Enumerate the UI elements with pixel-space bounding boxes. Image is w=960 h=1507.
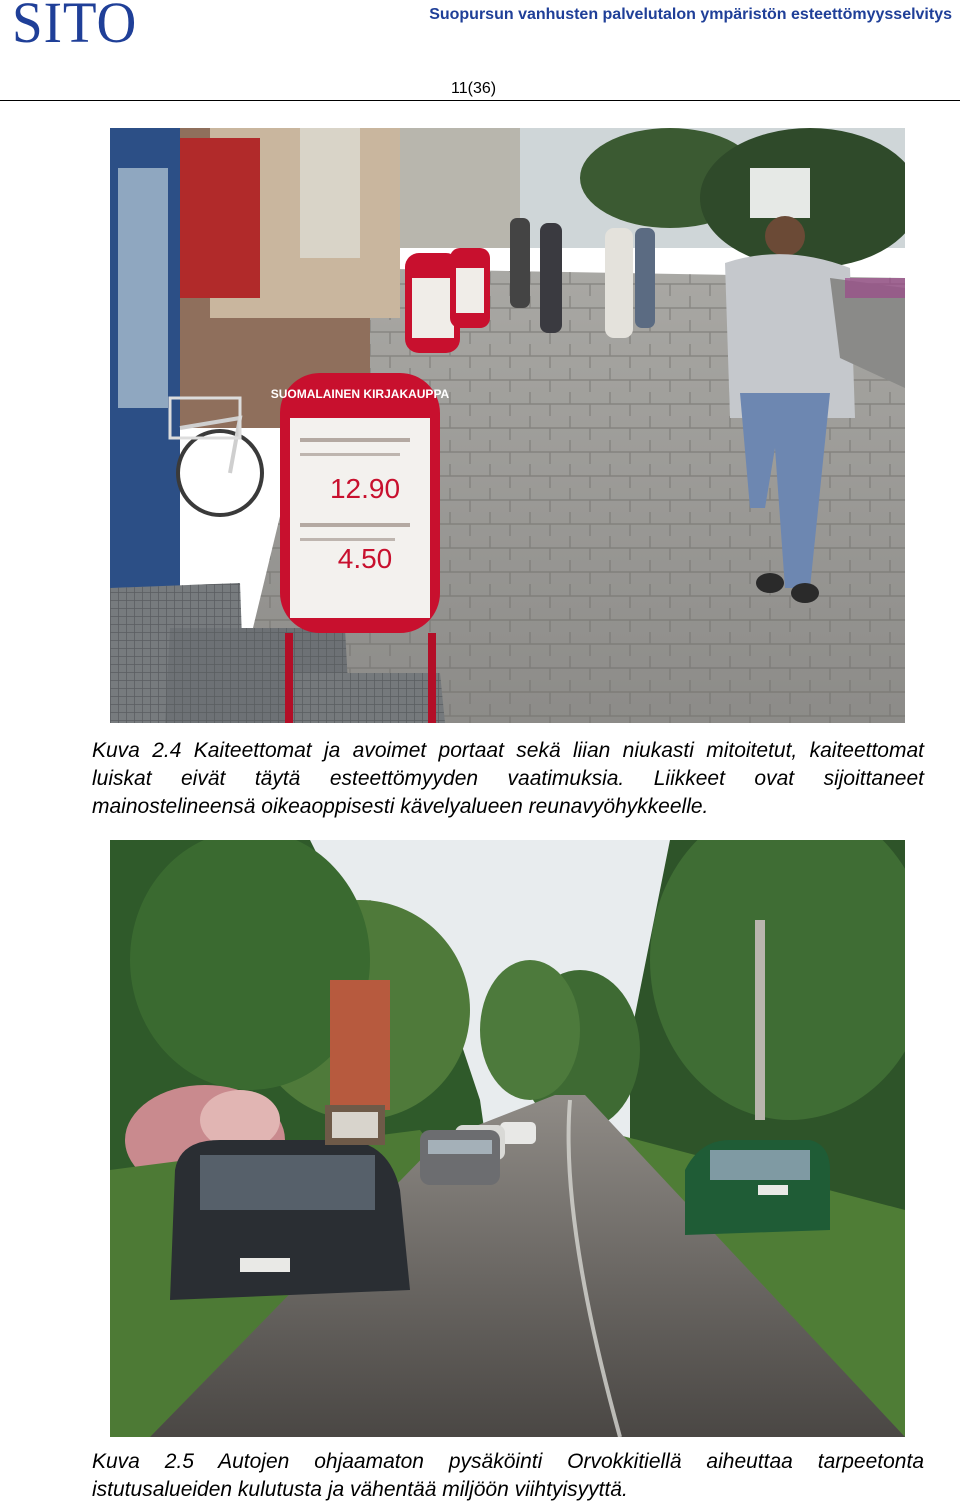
photo-pedestrian-street <box>110 128 905 723</box>
sign-shop-name: SUOMALAINEN KIRJAKAUPPA <box>270 387 450 401</box>
sign-price-2: 4.50 <box>337 543 393 574</box>
photo-parked-cars-street <box>110 840 905 1437</box>
document-title: Suopursun vanhusten palvelutalon ympäristön esteettömyysselvitys <box>429 6 952 23</box>
figure-caption-2: Kuva 2.5 Autojen ohjaamaton pysäköinti Orvokkitiellä aiheuttaa tarpeetonta istutusalueiden kulutusta ja vähentää miljöön viihtyisyyttä. <box>92 1450 924 1501</box>
figure-caption-1: Kuva 2.4 Kaiteettomat ja avoimet portaat sekä liian niukasti mitoitetut, kaiteettomat luiskat eivät täytä esteettömyyden vaatimuksia. Liikkeet ovat sijoittaneet mainostelineensä oikeaoppisesti kävelyalueen reunavyöhykkeelle. <box>92 739 924 818</box>
page-number: 11(36) <box>451 80 497 97</box>
sito-logo: SITO <box>12 0 138 55</box>
sign-price-1: 12.90 <box>329 473 401 504</box>
header-divider <box>0 100 960 101</box>
